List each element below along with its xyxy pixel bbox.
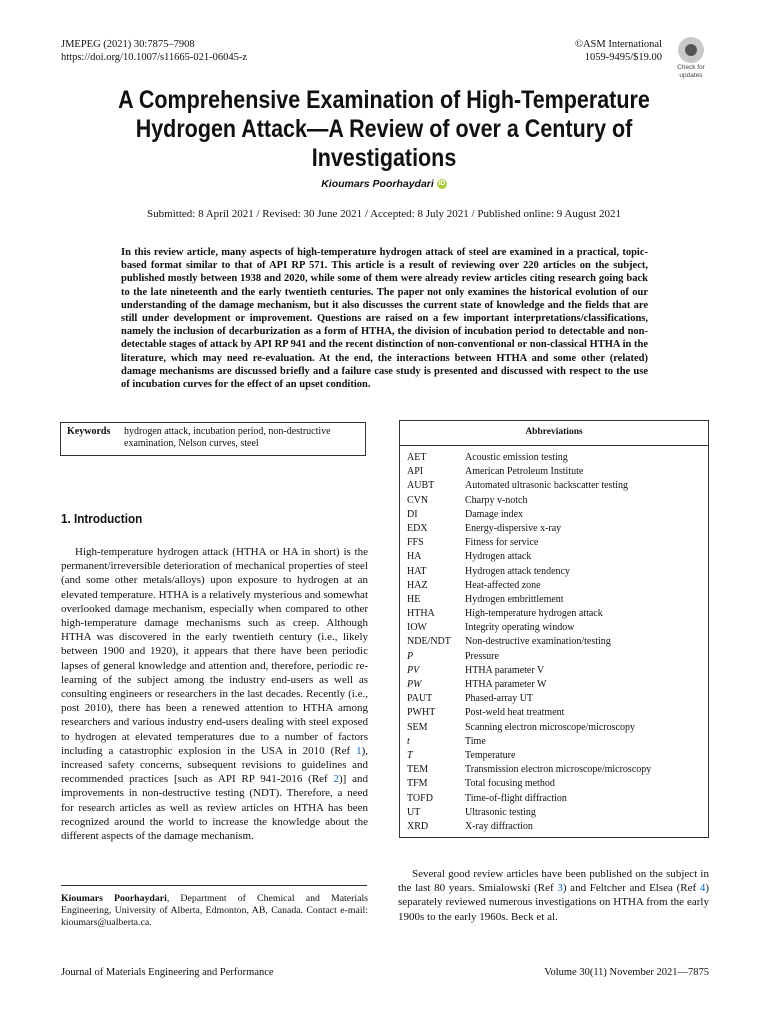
abbreviation-term: P: [407, 650, 414, 662]
abbreviation-term: NDE/NDT: [407, 636, 451, 648]
abbreviation-row: [407, 707, 651, 721]
journal-citation: JMEPEG (2021) 30:7875–7908: [61, 39, 195, 50]
abbreviation-definition: HTHA parameter W: [465, 679, 547, 690]
author-affiliation-footnote: [61, 893, 368, 929]
abbreviation-row: [407, 566, 651, 580]
check-updates-icon: [678, 37, 704, 63]
reference-link-2[interactable]: 2: [333, 773, 339, 786]
section-heading-introduction: 1. Introduction: [61, 511, 143, 526]
col2-text-2: ) and Feltcher and Elsea (Ref: [562, 882, 700, 895]
abbreviation-term: TFM: [407, 778, 428, 790]
abbreviation-term: XRD: [407, 820, 429, 832]
reference-link-4[interactable]: 4: [699, 882, 706, 895]
doi-link[interactable]: https://doi.org/10.1007/s11665-021-06045-z: [61, 52, 248, 63]
abbreviation-row: [407, 580, 651, 594]
abbreviation-row: [407, 764, 651, 778]
abbreviation-definition: Heat-affected zone: [465, 579, 541, 591]
abbreviation-definition: Integrity operating window: [465, 622, 575, 634]
abbreviation-term: AET: [407, 452, 427, 463]
check-for-updates-badge[interactable]: [673, 37, 709, 79]
article-title: A Comprehensive Examination of High-Temperature Hydrogen Attack—A Review of over a Century of Investigations: [118, 86, 650, 172]
abbreviation-term: PAUT: [407, 693, 433, 705]
col2-text-3: ) separately reviewed numerous investigations on HTHA from the early 1900s to the early 1960s. Beck et al.: [398, 882, 709, 923]
abbreviation-row: [407, 452, 651, 466]
publication-dates: Submitted: 8 April 2021 / Revised: 30 June 2021 / Accepted: 8 July 2021 / Published online: 9 August 2021: [147, 208, 621, 220]
abbreviation-row: [407, 793, 651, 807]
abbreviation-definition: Fitness for service: [465, 537, 539, 549]
abbreviation-term: T: [407, 749, 413, 761]
abbreviations-box: [399, 420, 709, 838]
author-line: [0, 178, 768, 190]
abbreviation-term: PW: [407, 679, 422, 690]
col2-text-1: Several good review articles have been published on the subject in the last 80 years. Smialowski (Ref: [398, 868, 709, 895]
abbreviation-term: AUBT: [407, 480, 435, 492]
footnote-author-name: Kioumars Poorhaydari: [61, 893, 167, 904]
intro-paragraph: [61, 545, 368, 843]
intro-text-2: ), increased safety concerns, subsequent revisions to guidelines and recommended practices [such as API RP 941-2016 (Ref: [61, 744, 368, 786]
abbreviation-row: [407, 736, 651, 750]
abbreviation-term: HAZ: [407, 579, 428, 591]
badge-line1: Check for: [677, 64, 705, 71]
abbreviation-definition: Hydrogen attack tendency: [465, 565, 570, 577]
abbreviation-definition: Charpy v-notch: [465, 494, 528, 506]
abbreviation-definition: Total focusing method: [465, 778, 555, 790]
abbreviation-row: [407, 594, 651, 608]
abbreviation-term: API: [407, 466, 424, 478]
abbreviation-definition: Damage index: [465, 508, 524, 520]
abbreviation-row: [407, 466, 651, 480]
reference-link-3[interactable]: 3: [557, 882, 563, 895]
introduction-body: [61, 545, 368, 843]
abstract: In this review article, many aspects of high-temperature hydrogen attack of steel are examined in a practical, topic-based format similar to that of API RP 571. This article is a result of reviewing over 220 articles on the subject, published mostly between 1938 and 2020, while some of them were already review articles citing research going back to the late nineteenth and the early twentieth centuries. The paper not only examines the historical evolution of our understanding of the damage mechanism, but it also discusses the current state of knowledge and the fields that are still under development or improvement. Questions are raised on a few important interpretations/classifications, namely the inclusion of decarburization as a form of HTHA, the division of incubation period to detectable and non-detectable stages of attack by API RP 941 and the recent distinction of non-conventional or non-classical HTHA in the literature, which may need re-evaluation. At the end, the interactions between HTHA and some other (related) damage mechanisms are discussed briefly and a failure case study is presented and discussed with respect to the use of incubation curves for the effect of an upset condition.: [121, 247, 648, 391]
abbreviation-term: HTHA: [407, 608, 435, 620]
abbreviation-definition: Transmission electron microscope/microscopy: [465, 764, 652, 776]
abbreviation-definition: American Petroleum Institute: [465, 466, 584, 478]
footnote-divider: [61, 885, 367, 886]
abbreviation-definition: Post-weld heat treatment: [465, 707, 565, 719]
abbreviation-term: HA: [407, 551, 422, 563]
abbreviation-row: [407, 679, 651, 693]
issn-price: 1059-9495/$19.00: [584, 52, 662, 63]
abbreviation-term: EDX: [407, 522, 428, 534]
abbreviation-term: HE: [407, 593, 421, 605]
abbreviation-definition: Time-of-flight diffraction: [465, 792, 567, 804]
abbreviation-term: FFS: [407, 537, 424, 549]
abbreviation-term: IOW: [407, 622, 427, 634]
abbreviation-row: [407, 551, 651, 565]
abbreviation-term: SEM: [407, 721, 428, 733]
abbreviation-term: TEM: [407, 764, 429, 776]
abbreviation-definition: Hydrogen attack: [465, 551, 532, 563]
abbreviation-term: t: [407, 735, 410, 747]
abbreviation-row: [407, 622, 651, 636]
right-column-body: [398, 867, 709, 924]
abbreviation-definition: Scanning electron microscope/microscopy: [465, 721, 635, 733]
abbreviation-row: [407, 495, 651, 509]
abbreviation-term: HAT: [407, 565, 427, 577]
author-name[interactable]: Kioumars Poorhaydari: [321, 178, 434, 190]
abbreviation-row: [407, 509, 651, 523]
abbreviation-row: [407, 537, 651, 551]
abbreviation-definition: Pressure: [465, 650, 499, 662]
abbreviation-definition: Acoustic emission testing: [465, 452, 568, 463]
abbreviation-row: [407, 693, 651, 707]
abbreviation-definition: Non-destructive examination/testing: [465, 636, 611, 648]
abbreviation-row: [407, 821, 651, 835]
intro-text-3: )] and improvements in non-destructive testing (NDT). Therefore, a need for research articles as well as review articles on HTHA has been recognized around the world to increase the knowledge about the different aspects of the damage mechanism.: [61, 773, 368, 843]
abbreviation-definition: Energy-dispersive x-ray: [465, 522, 562, 534]
footer-volume-page: Volume 30(11) November 2021—7875: [544, 967, 709, 978]
abbreviations-table: [407, 452, 651, 835]
keywords-box: [60, 422, 366, 456]
abbreviation-row: [407, 523, 651, 537]
running-header-right: [575, 38, 662, 64]
abbreviation-row: [407, 651, 651, 665]
abbreviation-term: TOFD: [407, 792, 433, 804]
abbreviation-term: PWHT: [407, 707, 436, 719]
abbreviation-row: [407, 608, 651, 622]
keywords-text: hydrogen attack, incubation period, non-destructive examination, Nelson curves, steel: [124, 426, 331, 449]
keywords-label: Keywords: [67, 426, 111, 437]
abbreviation-definition: Temperature: [465, 749, 516, 761]
abbreviation-term: PV: [407, 664, 420, 676]
abbreviation-row: [407, 750, 651, 764]
abbreviations-title: Abbreviations: [400, 421, 708, 446]
footnote-text: , Department of Chemical and Materials Engineering, University of Alberta, Edmonton, AB, Canada. Contact e-mail: kioumars@ualberta.ca.: [61, 893, 368, 928]
abbreviation-definition: Time: [465, 735, 486, 747]
footer-journal-name: Journal of Materials Engineering and Performance: [61, 967, 274, 978]
intro-text-1: High-temperature hydrogen attack (HTHA or HA in short) is the permanent/irreversible deterioration of mechanical properties of steel (and some other metals/alloys) upon exposure to hydrogen at an elevated temperature. HTHA is a relatively mysterious and somewhat overlooked damage mechanism, especially when compared to other high-temperature damage mechanisms such as creep. Although HTHA was discovered in the early twentieth century (i.e., likely between 1900 and 1920), it appears that there have been periodic lapses of general knowledge and attention and, therefore, periodic re-learning of the subject among the industry end-users as well as consulting engineers or researchers in the last decades. Recently (i.e., post 2010), there has been a renewed attention to HTHA among researchers and various industry end-users dealing with steel exposed to hydrogen at elevated temperatures due to a number of factors including a catastrophic explosion in the USA in 2010 (Ref: [61, 546, 368, 757]
abbreviation-term: CVN: [407, 494, 429, 506]
reference-link-1[interactable]: 1: [356, 744, 362, 757]
review-paragraph: [398, 867, 709, 924]
badge-line2: updates: [679, 72, 703, 79]
abbreviation-definition: X-ray diffraction: [465, 820, 533, 832]
abbreviation-row: [407, 722, 651, 736]
abbreviation-row: [407, 480, 651, 494]
abbreviation-term: UT: [407, 806, 421, 818]
abbreviation-definition: High-temperature hydrogen attack: [465, 608, 603, 620]
abbreviation-definition: Automated ultrasonic backscatter testing: [465, 480, 629, 492]
abbreviation-definition: Phased-array UT: [465, 693, 534, 705]
running-header-left: [61, 38, 247, 64]
abbreviation-row: [407, 807, 651, 821]
abbreviation-row: [407, 636, 651, 650]
copyright-notice: ©ASM International: [574, 39, 662, 50]
abbreviation-definition: HTHA parameter V: [465, 664, 545, 676]
orcid-icon[interactable]: iD: [438, 180, 446, 188]
abbreviation-definition: Ultrasonic testing: [465, 806, 536, 818]
abbreviation-term: DI: [407, 508, 418, 520]
abbreviation-row: [407, 778, 651, 792]
abbreviation-row: [407, 665, 651, 679]
abbreviation-definition: Hydrogen embrittlement: [465, 593, 564, 605]
